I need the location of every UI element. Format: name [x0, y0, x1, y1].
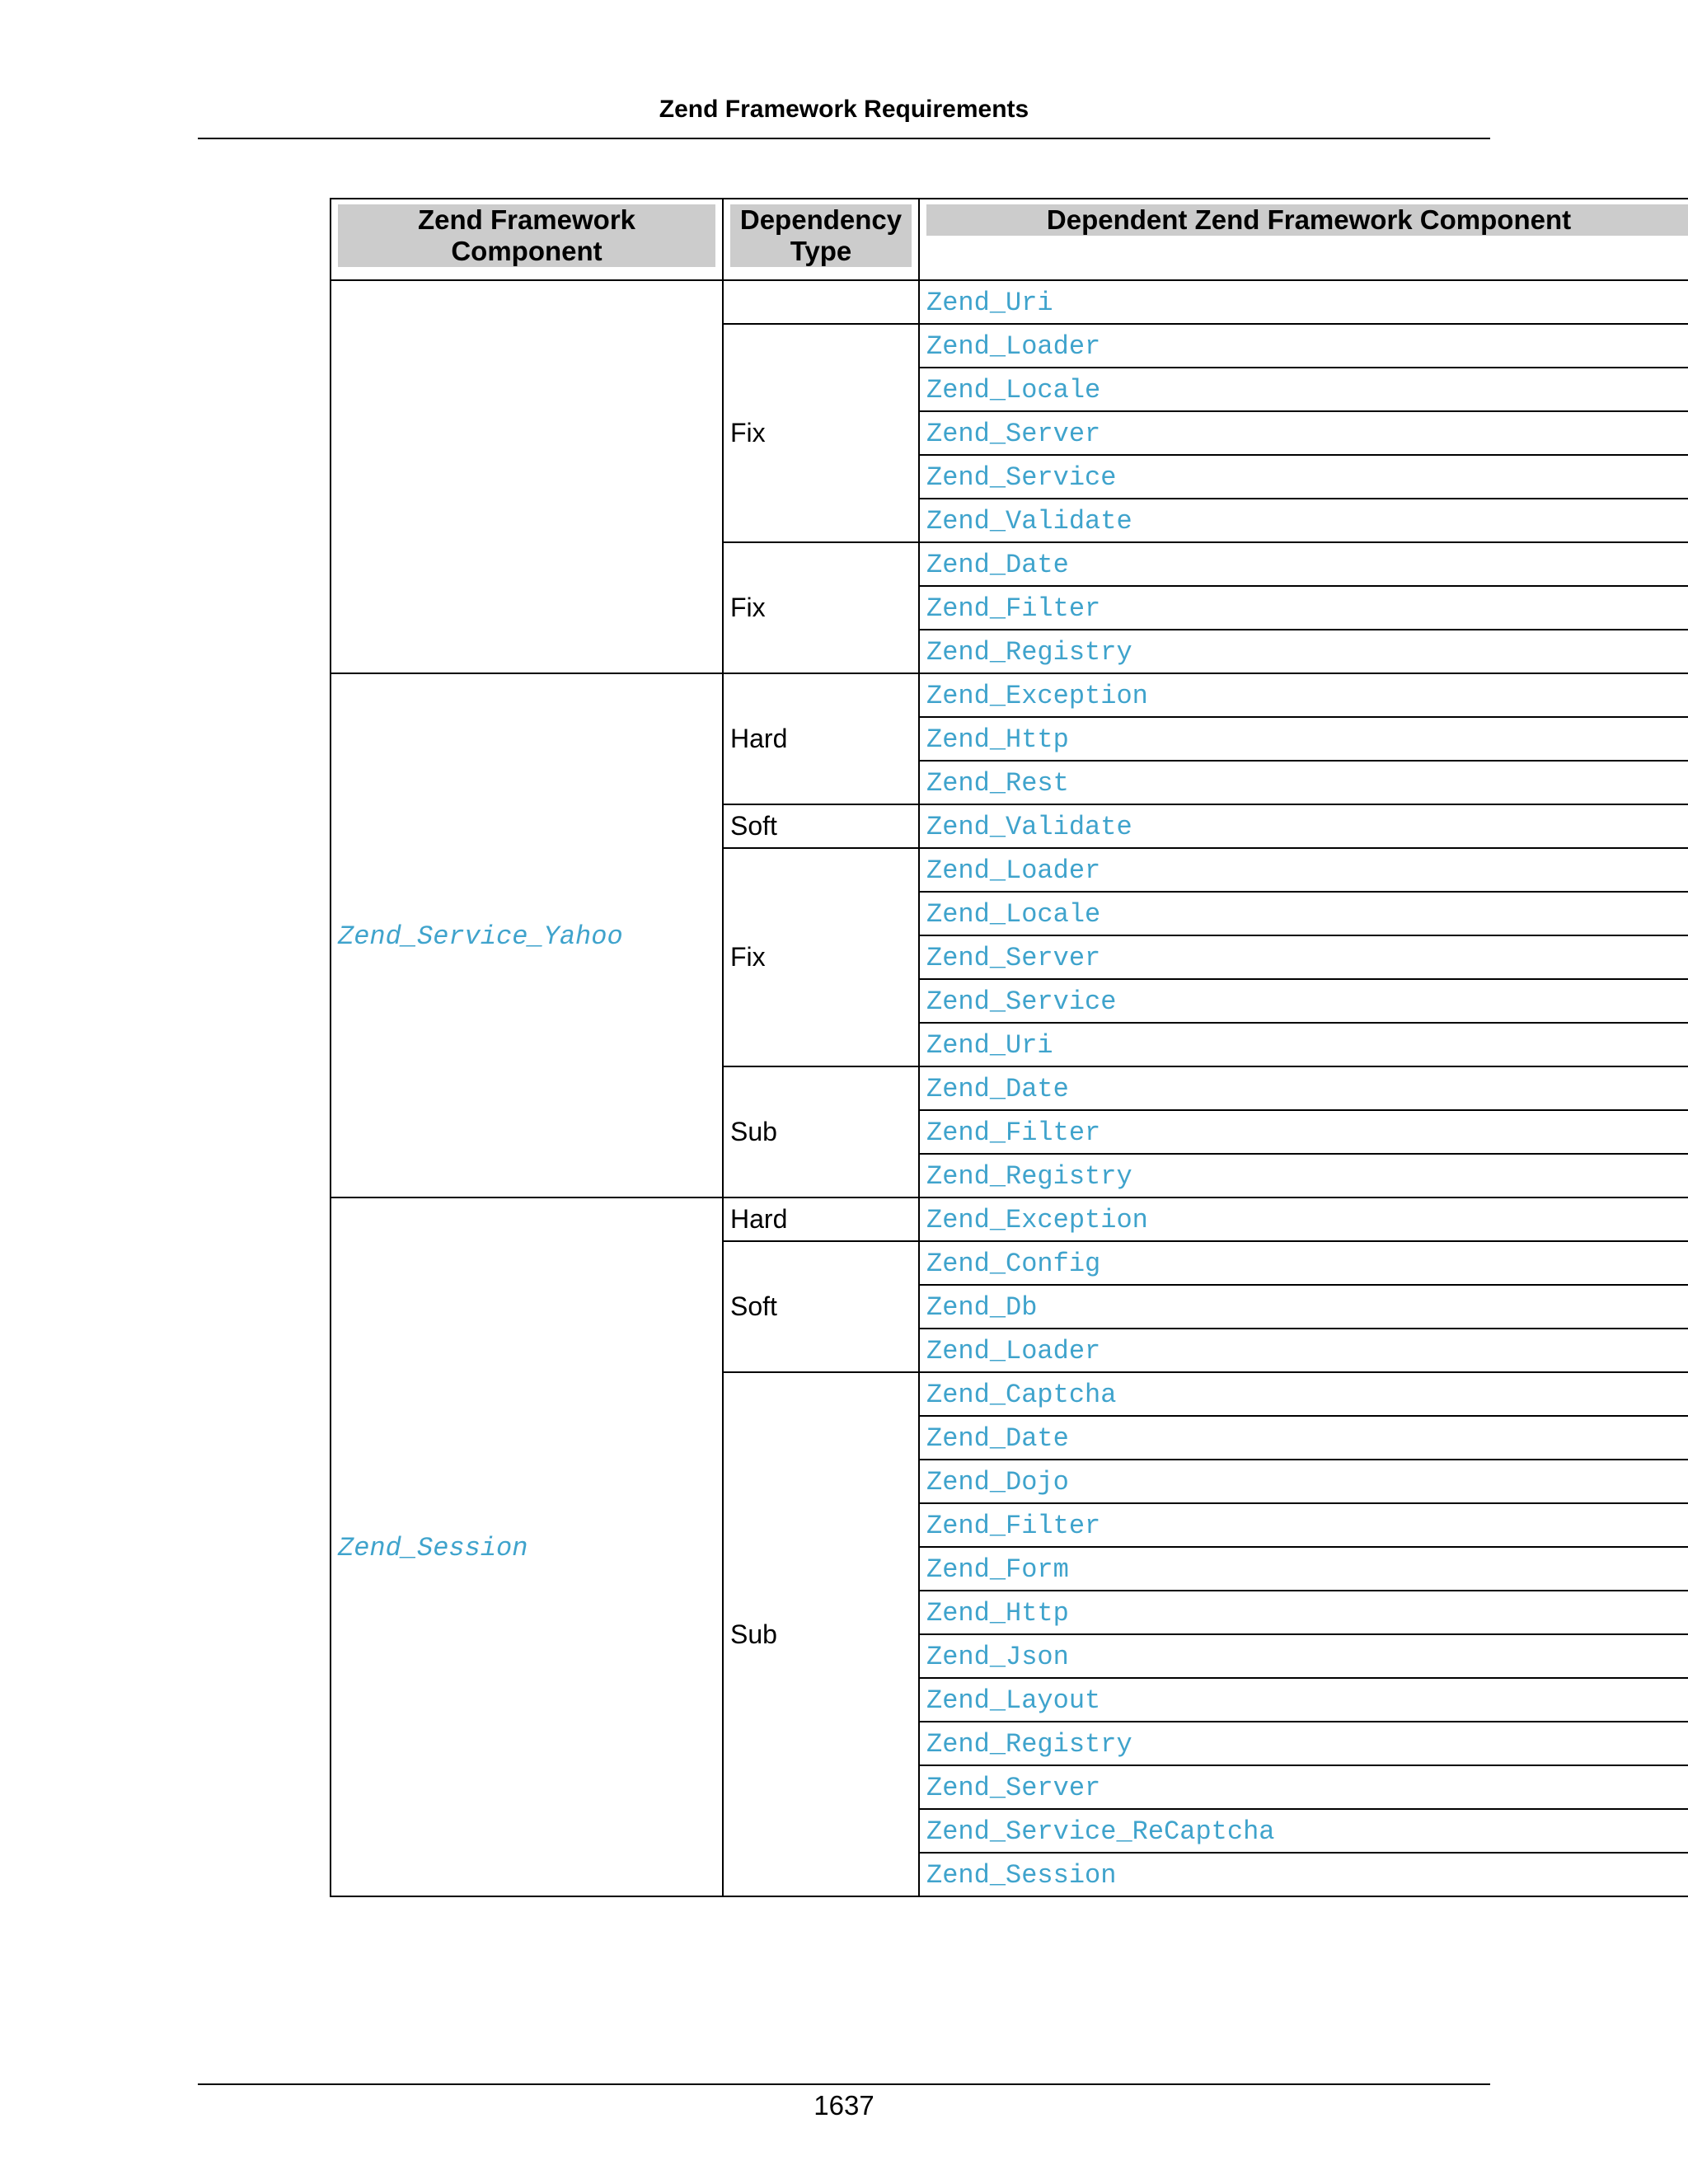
table-row — [331, 673, 1688, 717]
component-link[interactable]: Zend_Service_Yahoo — [338, 921, 623, 952]
dependent-component-cell — [919, 1372, 1688, 1416]
dependency-type-cell: Sub — [723, 1066, 919, 1197]
dependent-component-cell — [919, 280, 1688, 324]
dependent-component-link[interactable]: Zend_Date — [926, 550, 1069, 580]
dependent-component-cell — [919, 935, 1688, 979]
column-header-dependency-type — [723, 199, 919, 280]
dependent-component-link[interactable]: Zend_Http — [926, 724, 1069, 755]
dependent-component-link[interactable]: Zend_Registry — [926, 1729, 1132, 1760]
dependent-component-cell — [919, 1503, 1688, 1547]
dependent-component-cell — [919, 1285, 1688, 1329]
dependent-component-link[interactable]: Zend_Session — [926, 1860, 1117, 1891]
dependent-component-link[interactable]: Zend_Captcha — [926, 1380, 1117, 1410]
component-cell — [331, 280, 723, 673]
dependent-component-link[interactable]: Zend_Http — [926, 1598, 1069, 1629]
dependent-component-link[interactable]: Zend_Filter — [926, 1118, 1101, 1148]
dependency-type-cell: Fix — [723, 324, 919, 542]
dependency-table — [330, 198, 1688, 1897]
dependency-type-cell: Soft — [723, 804, 919, 848]
dependent-component-link[interactable]: Zend_Locale — [926, 375, 1101, 405]
dependent-component-link[interactable]: Zend_Uri — [926, 288, 1053, 318]
dependency-type-cell: Soft — [723, 1241, 919, 1372]
dependent-component-cell — [919, 499, 1688, 542]
dependent-component-cell — [919, 586, 1688, 630]
dependent-component-link[interactable]: Zend_Locale — [926, 899, 1101, 930]
table-row — [331, 280, 1688, 324]
dependent-component-cell — [919, 1241, 1688, 1285]
dependency-type-cell: Sub — [723, 1372, 919, 1896]
dependent-component-link[interactable]: Zend_Json — [926, 1642, 1069, 1672]
component-link[interactable]: Zend_Session — [338, 1532, 528, 1563]
dependent-component-link[interactable]: Zend_Loader — [926, 331, 1101, 362]
column-header-component — [331, 199, 723, 280]
dependent-component-link[interactable]: Zend_Dojo — [926, 1467, 1069, 1497]
dependent-component-link[interactable]: Zend_Layout — [926, 1685, 1101, 1716]
dependent-component-link[interactable]: Zend_Uri — [926, 1030, 1053, 1061]
footer-rule — [198, 2083, 1490, 2085]
page-number: 1637 — [814, 2090, 874, 2121]
dependent-component-cell — [919, 1416, 1688, 1460]
dependent-component-cell — [919, 1547, 1688, 1591]
dependent-component-cell — [919, 1853, 1688, 1896]
dependent-component-cell — [919, 630, 1688, 673]
dependent-component-link[interactable]: Zend_Loader — [926, 1336, 1101, 1366]
dependent-component-link[interactable]: Zend_Service — [926, 987, 1117, 1017]
dependency-table-container — [330, 198, 1688, 1961]
dependent-component-link[interactable]: Zend_Validate — [926, 812, 1132, 842]
dependent-component-link[interactable]: Zend_Server — [926, 943, 1101, 973]
dependent-component-cell — [919, 673, 1688, 717]
dependent-component-link[interactable]: Zend_Exception — [926, 1205, 1148, 1235]
dependent-component-cell — [919, 1110, 1688, 1154]
dependent-component-link[interactable]: Zend_Db — [926, 1292, 1038, 1323]
dependent-component-cell — [919, 324, 1688, 368]
dependent-component-link[interactable]: Zend_Date — [926, 1423, 1069, 1454]
dependent-component-link[interactable]: Zend_Server — [926, 1773, 1101, 1803]
dependency-type-cell: Hard — [723, 1197, 919, 1241]
dependent-component-cell — [919, 542, 1688, 586]
table-body — [331, 280, 1688, 1896]
dependency-type-cell: Fix — [723, 542, 919, 673]
dependent-component-cell — [919, 892, 1688, 935]
dependent-component-cell — [919, 804, 1688, 848]
component-cell — [331, 673, 723, 1197]
dependent-component-link[interactable]: Zend_Server — [926, 419, 1101, 449]
dependent-component-cell — [919, 848, 1688, 892]
dependent-component-cell — [919, 717, 1688, 761]
dependent-component-cell — [919, 455, 1688, 499]
dependent-component-cell — [919, 1154, 1688, 1197]
dependent-component-cell — [919, 1722, 1688, 1765]
component-cell — [331, 1197, 723, 1896]
dependent-component-link[interactable]: Zend_Date — [926, 1074, 1069, 1104]
dependent-component-cell — [919, 1765, 1688, 1809]
column-header-label: Dependent Zend Framework Component — [926, 204, 1688, 236]
dependent-component-cell — [919, 1066, 1688, 1110]
dependent-component-cell — [919, 1460, 1688, 1503]
dependent-component-cell — [919, 1197, 1688, 1241]
dependent-component-link[interactable]: Zend_Exception — [926, 681, 1148, 711]
dependency-type-cell — [723, 280, 919, 324]
dependent-component-link[interactable]: Zend_Form — [926, 1554, 1069, 1585]
column-header-label: Dependency Type — [730, 204, 912, 267]
dependency-type-cell: Hard — [723, 673, 919, 804]
dependent-component-cell — [919, 1809, 1688, 1853]
column-header-dependent-component — [919, 199, 1688, 280]
dependent-component-link[interactable]: Zend_Service_ReCaptcha — [926, 1816, 1275, 1847]
dependent-component-cell — [919, 1591, 1688, 1634]
dependent-component-link[interactable]: Zend_Registry — [926, 637, 1132, 668]
table-header-row — [331, 199, 1688, 280]
dependent-component-cell — [919, 411, 1688, 455]
dependent-component-link[interactable]: Zend_Rest — [926, 768, 1069, 799]
page-header: Zend Framework Requirements — [659, 96, 1029, 123]
dependent-component-link[interactable]: Zend_Registry — [926, 1161, 1132, 1192]
dependent-component-cell — [919, 1678, 1688, 1722]
header-rule — [198, 138, 1490, 139]
dependent-component-link[interactable]: Zend_Filter — [926, 1511, 1101, 1541]
column-header-label: Zend Framework Component — [338, 204, 715, 267]
dependent-component-cell — [919, 1634, 1688, 1678]
dependent-component-link[interactable]: Zend_Filter — [926, 593, 1101, 624]
dependent-component-cell — [919, 979, 1688, 1023]
dependent-component-link[interactable]: Zend_Service — [926, 462, 1117, 493]
dependent-component-link[interactable]: Zend_Config — [926, 1249, 1101, 1279]
dependent-component-link[interactable]: Zend_Validate — [926, 506, 1132, 537]
dependent-component-cell — [919, 761, 1688, 804]
table-row — [331, 1197, 1688, 1241]
dependency-type-cell: Fix — [723, 848, 919, 1066]
dependent-component-link[interactable]: Zend_Loader — [926, 855, 1101, 886]
dependent-component-cell — [919, 368, 1688, 411]
dependent-component-cell — [919, 1023, 1688, 1066]
dependent-component-cell — [919, 1329, 1688, 1372]
